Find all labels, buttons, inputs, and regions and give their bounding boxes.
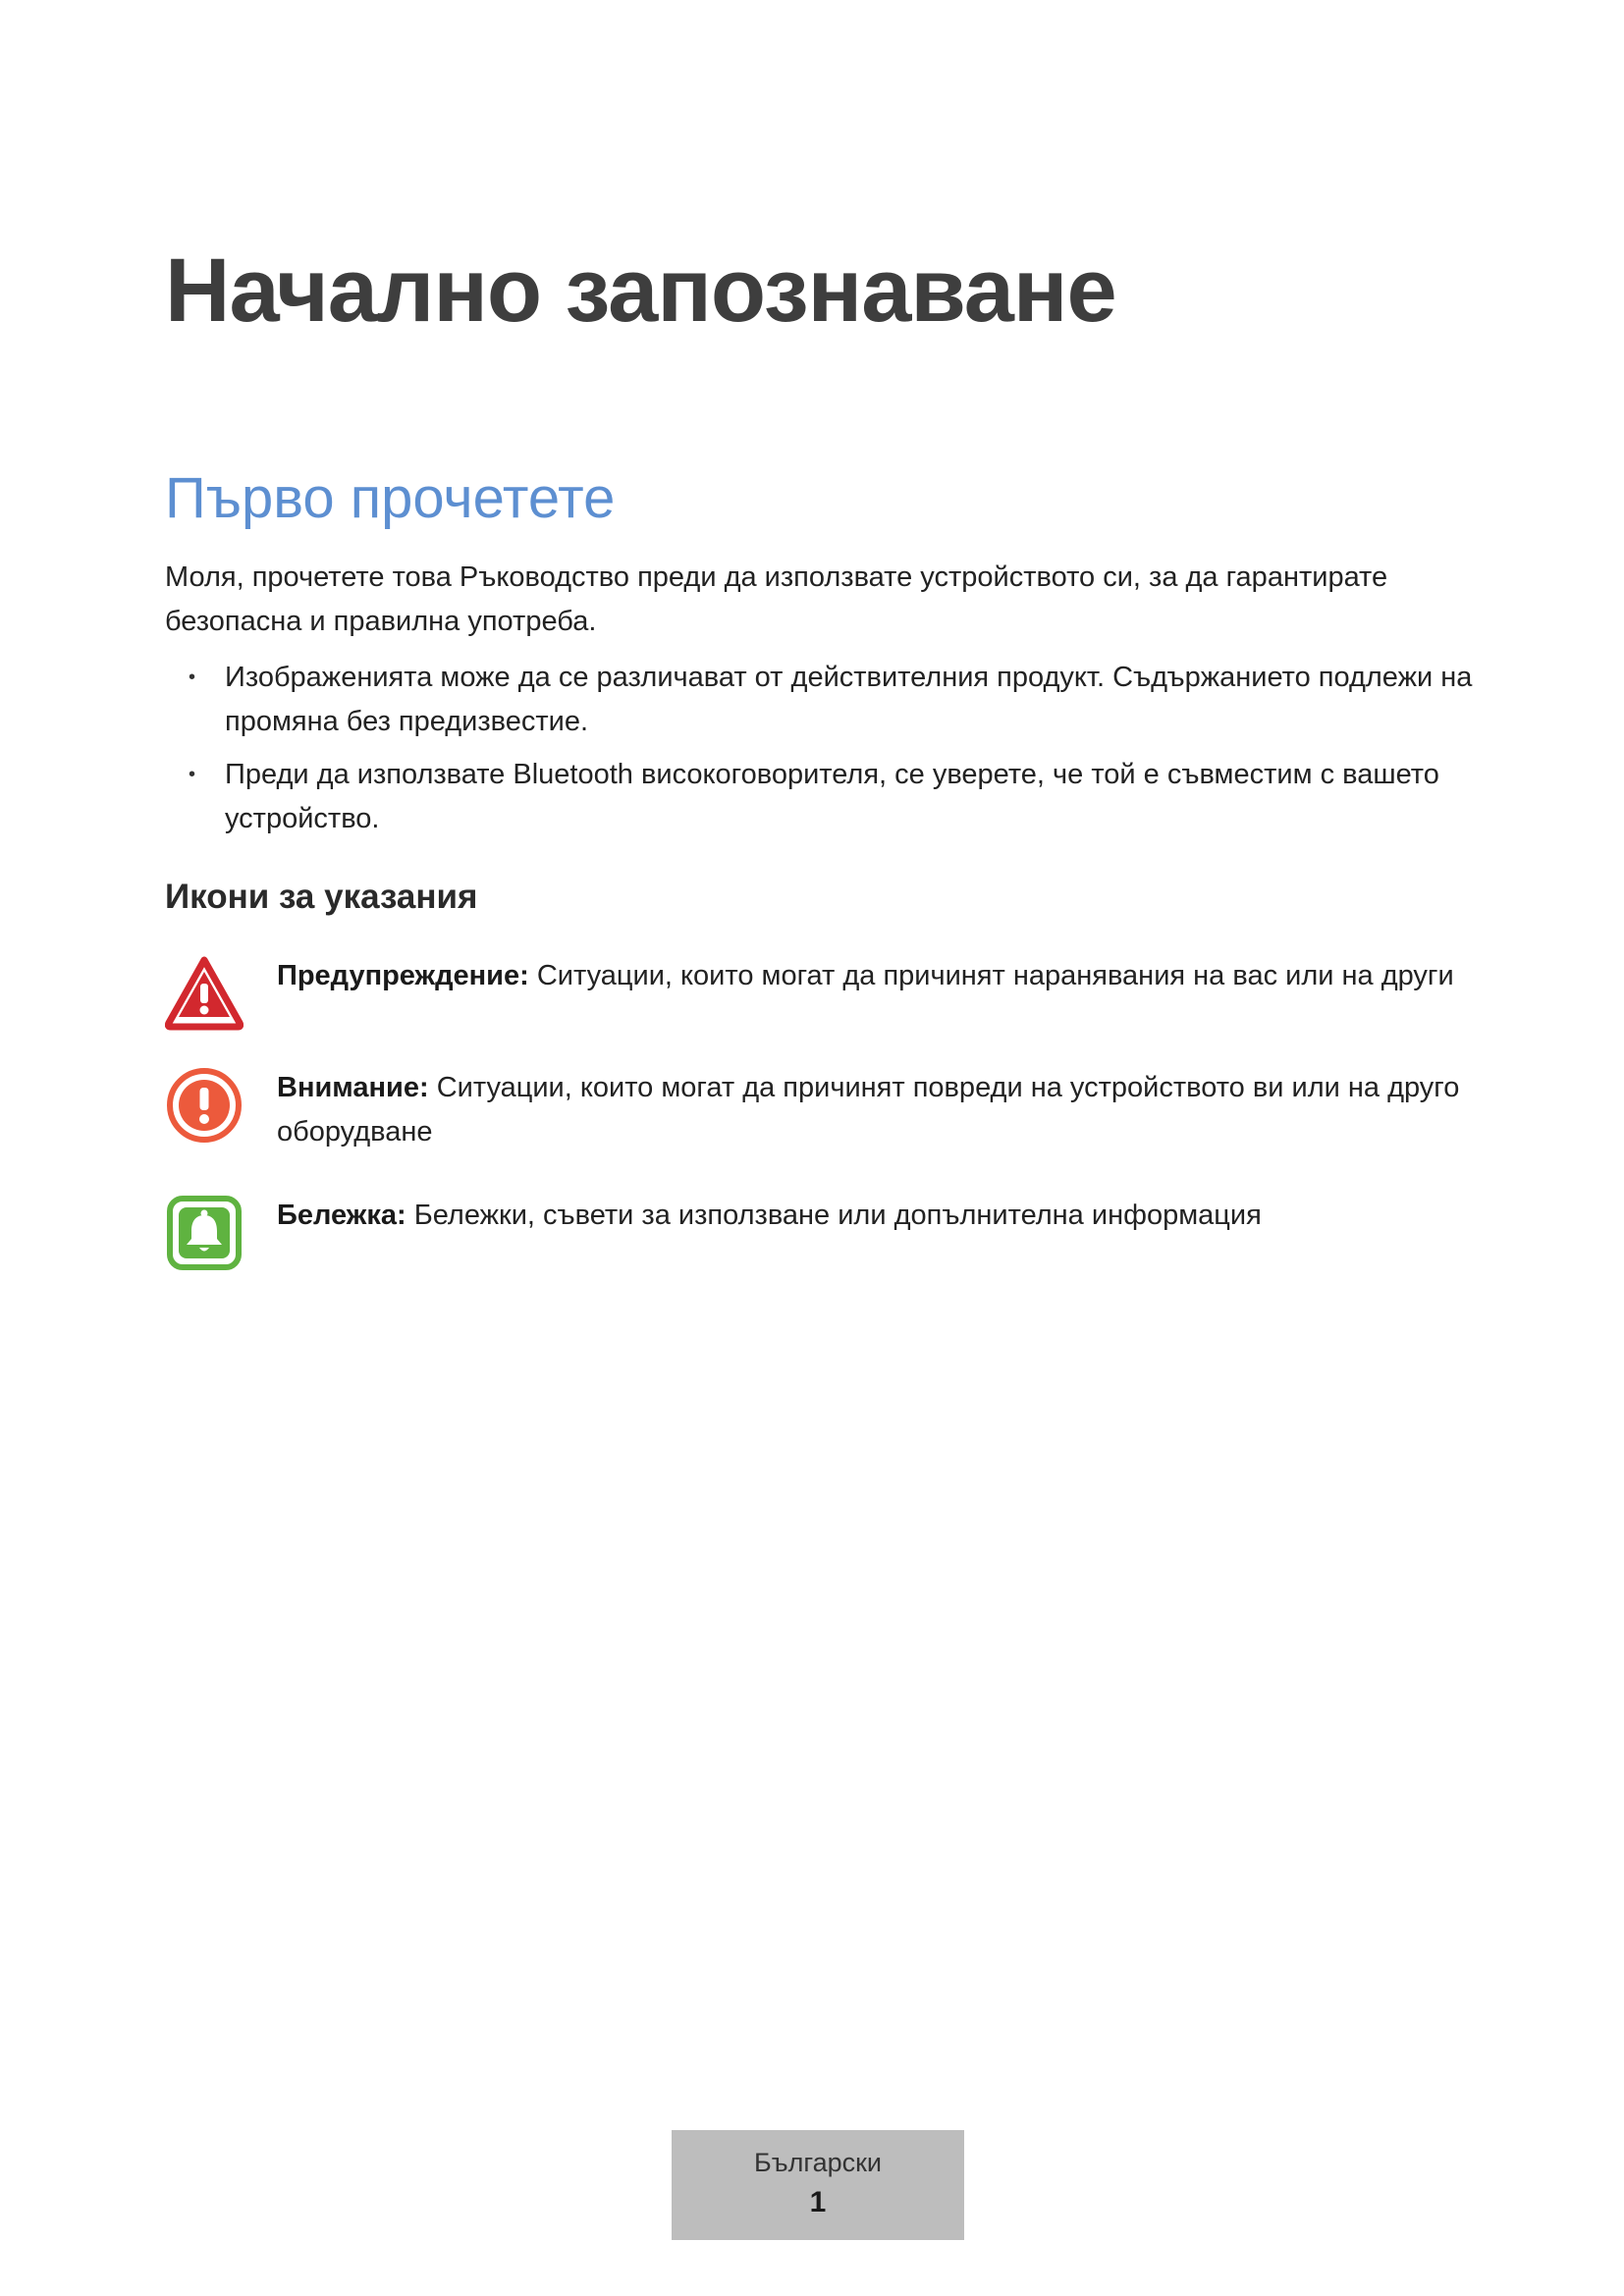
list-item bbox=[165, 656, 1481, 744]
bullet-text: Преди да използвате Bluetooth високоговорителя, се уверете, че той е съвместим с вашето устройство. bbox=[225, 759, 1439, 834]
notice-text bbox=[277, 1066, 1481, 1154]
bullet-dot-icon: • bbox=[189, 764, 196, 785]
notice-text bbox=[277, 954, 1481, 998]
note-notice bbox=[165, 1194, 1481, 1282]
notice-label: Бележка bbox=[277, 1200, 397, 1231]
notice-separator: : bbox=[519, 960, 529, 991]
page-title: Начално запознаване bbox=[165, 240, 1116, 341]
warning-triangle-icon bbox=[165, 954, 244, 1033]
footer-language: Български bbox=[753, 2148, 883, 2177]
page-number: 1 bbox=[809, 2186, 827, 2218]
notice-text bbox=[277, 1194, 1481, 1238]
notice-label: Предупреждение bbox=[277, 960, 520, 991]
section-title: Първо прочетете bbox=[165, 466, 616, 530]
notice-description: Ситуации, които могат да причинят наранявания на вас или на други bbox=[528, 960, 1454, 991]
warning-notice bbox=[165, 954, 1481, 1042]
note-bell-icon bbox=[165, 1194, 244, 1272]
bullet-dot-icon: • bbox=[189, 667, 196, 688]
list-item bbox=[165, 753, 1481, 841]
caution-notice bbox=[165, 1066, 1481, 1154]
notice-description: Ситуации, които могат да причинят повреди на устройството ви или на друго оборудване bbox=[277, 1072, 1460, 1148]
bullet-text: Изображенията може да се различават от действителния продукт. Съдържанието подлежи на промяна без предизвестие. bbox=[225, 662, 1473, 737]
notice-description: Бележки, съвети за използване или допълнителна информация bbox=[406, 1200, 1262, 1231]
caution-circle-icon bbox=[165, 1066, 244, 1145]
notice-separator: : bbox=[418, 1072, 429, 1103]
page-footer bbox=[672, 2130, 964, 2240]
subsection-title: Икони за указания bbox=[165, 878, 478, 916]
notice-label: Внимание bbox=[277, 1072, 419, 1103]
notice-separator: : bbox=[396, 1200, 406, 1231]
intro-paragraph: Моля, прочетете това Ръководство преди да използвате устройството си, за да гарантирате безопасна и правилна употреба. bbox=[165, 561, 1388, 637]
bullet-list bbox=[165, 656, 1481, 850]
